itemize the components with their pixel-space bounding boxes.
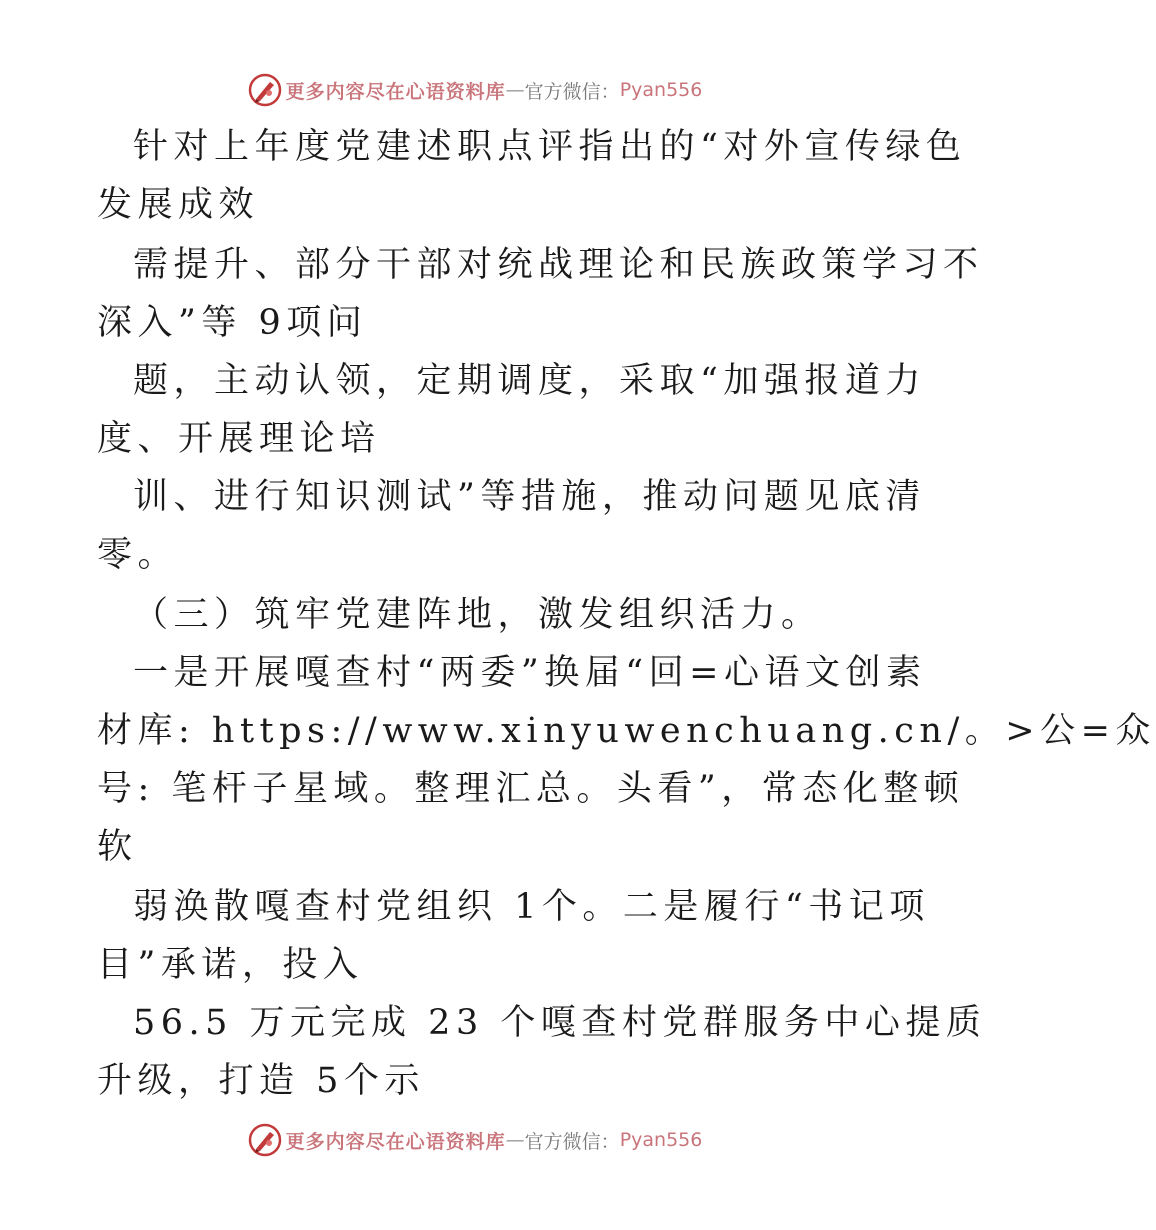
watermark-wechat-label: 官方微信： <box>524 80 620 103</box>
watermark-wechat-id: Pyan556 <box>619 79 703 101</box>
body-line-3: 需提升、部分干部对统战理论和民族政策学习不 <box>133 245 984 285</box>
body-line-15: 目”承诺，投入 <box>97 945 364 985</box>
watermark-wechat-id: Pyan556 <box>619 1129 703 1151</box>
watermark-dash: — <box>505 1129 525 1151</box>
body-line-4: 深入”等 9项问 <box>97 303 368 343</box>
section-heading: （三）筑牢党建阵地，激发组织活力。 <box>133 595 822 635</box>
body-line-1: 针对上年度党建述职点评指出的“对外宣传绿色 <box>133 127 967 167</box>
body-line-12: 号: 笔杆子星域。整理汇总。头看”，常态化整顿 <box>97 769 965 809</box>
body-line-11: 材库: https://www.xinyuwenchuang.cn/。>公=众 <box>97 711 1156 751</box>
body-line-14: 弱涣散嘎查村党组织 1个。二是履行“书记项 <box>133 887 930 927</box>
body-line-17: 升级，打造 5个示 <box>97 1061 425 1101</box>
body-line-8: 零。 <box>97 535 179 575</box>
pen-logo-icon <box>248 1123 282 1157</box>
body-line-2: 发展成效 <box>97 185 260 225</box>
body-line-6: 度、开展理论培 <box>97 419 381 459</box>
watermark-footer <box>0 1120 950 1160</box>
body-line-13: 软 <box>97 827 138 867</box>
body-line-7: 训、进行知识测试”等措施，推动问题见底清 <box>133 477 926 517</box>
watermark-dash: — <box>505 79 525 101</box>
body-line-16: 56.5 万元完成 23 个嘎查村党群服务中心提质 <box>133 1003 987 1043</box>
body-line-5: 题，主动认领，定期调度，采取“加强报道力 <box>133 361 926 401</box>
watermark-text: 更多内容尽在心语资料库 <box>285 80 506 103</box>
watermark-wechat-label: 官方微信： <box>524 1130 620 1153</box>
watermark-text: 更多内容尽在心语资料库 <box>285 1130 506 1153</box>
body-line-10: 一是开展嘎查村“两委”换届“回=心语文创素 <box>133 653 927 693</box>
pen-logo-icon <box>248 73 282 107</box>
watermark-header <box>0 70 950 110</box>
